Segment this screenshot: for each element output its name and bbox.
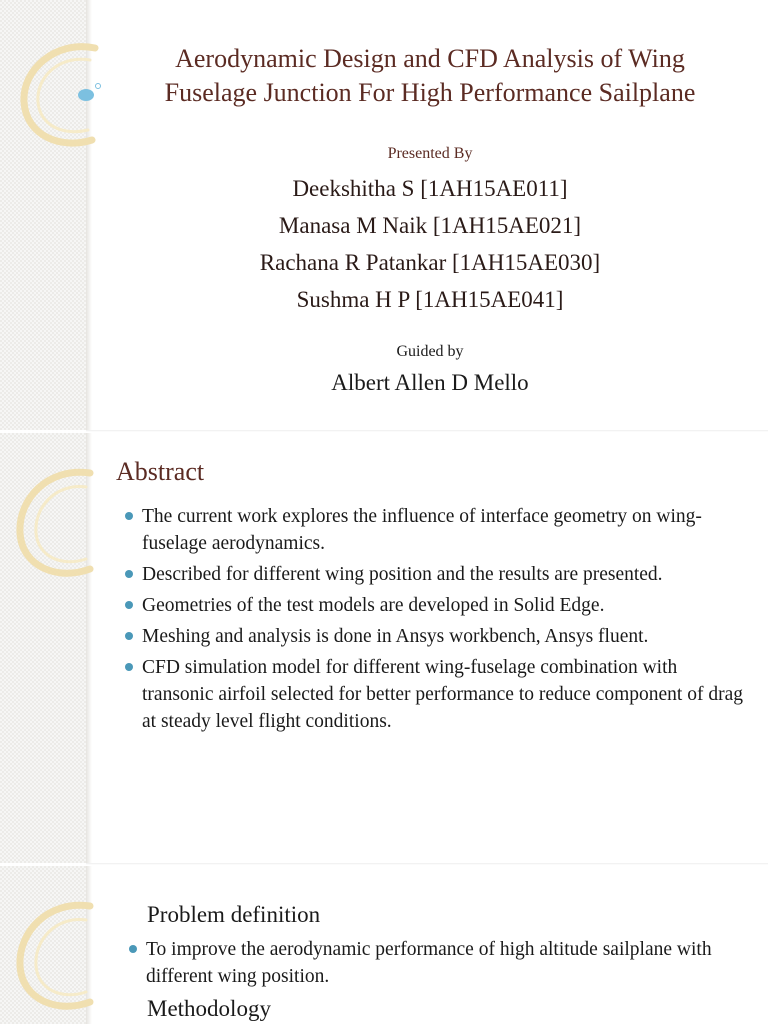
presenters-list bbox=[100, 170, 760, 318]
problem-bullets bbox=[124, 936, 754, 990]
abstract-slide bbox=[0, 433, 768, 863]
abstract-bullets bbox=[120, 503, 750, 739]
presenter-name: Sushma H P [1AH15AE041] bbox=[296, 287, 564, 312]
guide-name: Albert Allen D Mello bbox=[331, 370, 529, 395]
problem-definition-title: Problem definition bbox=[147, 902, 321, 927]
title-line: Fuselage Junction For High Performance Sailplane bbox=[164, 78, 696, 107]
list-item: To improve the aerodynamic performance of high altitude sailplane with different wing position. bbox=[124, 936, 754, 990]
abstract-title: Abstract bbox=[116, 457, 205, 486]
title-line: Aerodynamic Design and CFD Analysis of Wing bbox=[175, 44, 685, 73]
swirl-ornament-icon bbox=[0, 433, 110, 613]
problem-slide bbox=[0, 866, 768, 1024]
title-slide bbox=[0, 0, 768, 430]
list-item: Geometries of the test models are developed in Solid Edge. bbox=[120, 592, 750, 619]
presenter-name: Manasa M Naik [1AH15AE021] bbox=[278, 213, 582, 238]
list-item: The current work explores the influence of interface geometry on wing-fuselage aerodynamics. bbox=[120, 503, 750, 557]
presenter-name: Rachana R Patankar [1AH15AE030] bbox=[259, 250, 601, 275]
list-item: CFD simulation model for different wing-fuselage combination with transonic airfoil selected for better performance to reduce component of drag at steady level flight conditions. bbox=[120, 654, 750, 735]
slide-title bbox=[100, 42, 760, 110]
blue-orb-icon bbox=[78, 89, 94, 101]
guided-by-label: Guided by bbox=[396, 343, 464, 360]
methodology-title: Methodology bbox=[147, 996, 271, 1021]
presenter-name: Deekshitha S [1AH15AE011] bbox=[292, 176, 568, 201]
slide-divider bbox=[86, 430, 768, 432]
list-item: Meshing and analysis is done in Ansys workbench, Ansys fluent. bbox=[120, 623, 750, 650]
list-item: Described for different wing position and the results are presented. bbox=[120, 561, 750, 588]
presented-by-label: Presented By bbox=[387, 145, 473, 162]
slide-divider bbox=[86, 863, 768, 865]
swirl-ornament-icon bbox=[0, 866, 110, 1024]
